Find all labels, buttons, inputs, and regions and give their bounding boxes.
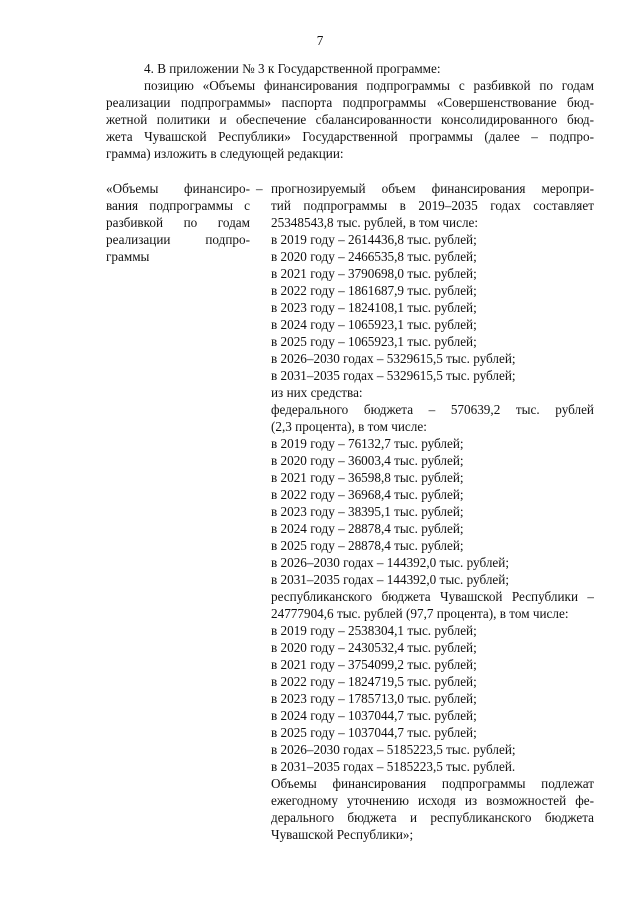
detail-line: в 2031–2035 годах – 144392,0 тыс. рублей; bbox=[271, 572, 509, 587]
intro-line: грамма) изложить в следующей редакции: bbox=[106, 146, 344, 161]
detail-line: в 2022 году – 36968,4 тыс. рублей; bbox=[271, 487, 464, 502]
detail-line: республиканского бюджета Чувашской Республики – bbox=[271, 589, 594, 604]
detail-line: в 2023 году – 1785713,0 тыс. рублей; bbox=[271, 691, 477, 706]
page-number: 7 bbox=[316, 33, 324, 48]
intro-line: жетной политики и обеспечение сбалансированности консолидированного бюд- bbox=[106, 112, 594, 127]
detail-line: в 2020 году – 36003,4 тыс. рублей; bbox=[271, 453, 464, 468]
detail-line: в 2019 году – 2614436,8 тыс. рублей; bbox=[271, 232, 477, 247]
detail-line: ежегодному уточнению исходя из возможностей фе- bbox=[271, 793, 594, 808]
label-line: вания подпрограммы с bbox=[106, 198, 250, 213]
detail-line: прогнозируемый объем финансирования меропри- bbox=[271, 181, 594, 196]
detail-line: в 2024 году – 1037044,7 тыс. рублей; bbox=[271, 708, 477, 723]
detail-line: в 2022 году – 1824719,5 тыс. рублей; bbox=[271, 674, 477, 689]
detail-line: в 2020 году – 2466535,8 тыс. рублей; bbox=[271, 249, 477, 264]
detail-line: в 2026–2030 годах – 5185223,5 тыс. рублей; bbox=[271, 742, 516, 757]
label-line: граммы bbox=[106, 249, 150, 264]
detail-line: в 2019 году – 2538304,1 тыс. рублей; bbox=[271, 623, 477, 638]
separator-dash: – bbox=[256, 181, 263, 196]
detail-line: в 2025 году – 1065923,1 тыс. рублей; bbox=[271, 334, 477, 349]
detail-line: (2,3 процента), в том числе: bbox=[271, 419, 427, 434]
detail-line: федерального бюджета – 570639,2 тыс. рублей bbox=[271, 402, 594, 417]
detail-line: в 2022 году – 1861687,9 тыс. рублей; bbox=[271, 283, 477, 298]
label-line: реализации подпро- bbox=[106, 232, 250, 247]
detail-line: в 2026–2030 годах – 5329615,5 тыс. рублей; bbox=[271, 351, 516, 366]
detail-line: 24777904,6 тыс. рублей (97,7 процента), в том числе: bbox=[271, 606, 569, 621]
detail-line: из них средства: bbox=[271, 385, 363, 400]
detail-line: в 2023 году – 38395,1 тыс. рублей; bbox=[271, 504, 464, 519]
intro-paragraph bbox=[106, 60, 594, 162]
detail-line: в 2024 году – 28878,4 тыс. рублей; bbox=[271, 521, 464, 536]
label-line: «Объемы финансиро- bbox=[106, 181, 250, 196]
detail-line: в 2025 году – 28878,4 тыс. рублей; bbox=[271, 538, 464, 553]
intro-line: жета Чувашской Республики» Государственной программы (далее – подпро- bbox=[106, 129, 594, 144]
detail-line: тий подпрограммы в 2019–2035 годах составляет bbox=[271, 198, 594, 213]
detail-line: в 2019 году – 76132,7 тыс. рублей; bbox=[271, 436, 464, 451]
detail-line: Чувашской Республики»; bbox=[271, 827, 414, 842]
detail-line: дерального бюджета и республиканского бюджета bbox=[271, 810, 594, 825]
detail-line: в 2021 году – 3754099,2 тыс. рублей; bbox=[271, 657, 477, 672]
detail-line: в 2031–2035 годах – 5185223,5 тыс. рублей. bbox=[271, 759, 516, 774]
detail-line: в 2020 году – 2430532,4 тыс. рублей; bbox=[271, 640, 477, 655]
label-line: разбивкой по годам bbox=[106, 215, 250, 230]
detail-line: в 2025 году – 1037044,7 тыс. рублей; bbox=[271, 725, 477, 740]
intro-line: позицию «Объемы финансирования подпрограммы с разбивкой по годам bbox=[144, 78, 594, 93]
detail-line: в 2023 году – 1824108,1 тыс. рублей; bbox=[271, 300, 477, 315]
detail-line: в 2021 году – 36598,8 тыс. рублей; bbox=[271, 470, 464, 485]
position-label bbox=[106, 180, 250, 265]
intro-line: 4. В приложении № 3 к Государственной программе: bbox=[144, 61, 441, 76]
detail-line: 25348543,8 тыс. рублей, в том числе: bbox=[271, 215, 479, 230]
detail-line: в 2021 году – 3790698,0 тыс. рублей; bbox=[271, 266, 477, 281]
intro-line: реализации подпрограммы» паспорта подпрограммы «Совершенствование бюд- bbox=[106, 95, 594, 110]
detail-line: в 2031–2035 годах – 5329615,5 тыс. рублей; bbox=[271, 368, 516, 383]
detail-line: в 2026–2030 годах – 144392,0 тыс. рублей; bbox=[271, 555, 509, 570]
detail-line: в 2024 году – 1065923,1 тыс. рублей; bbox=[271, 317, 477, 332]
detail-line: Объемы финансирования подпрограммы подлежат bbox=[271, 776, 594, 791]
funding-details bbox=[271, 180, 594, 843]
